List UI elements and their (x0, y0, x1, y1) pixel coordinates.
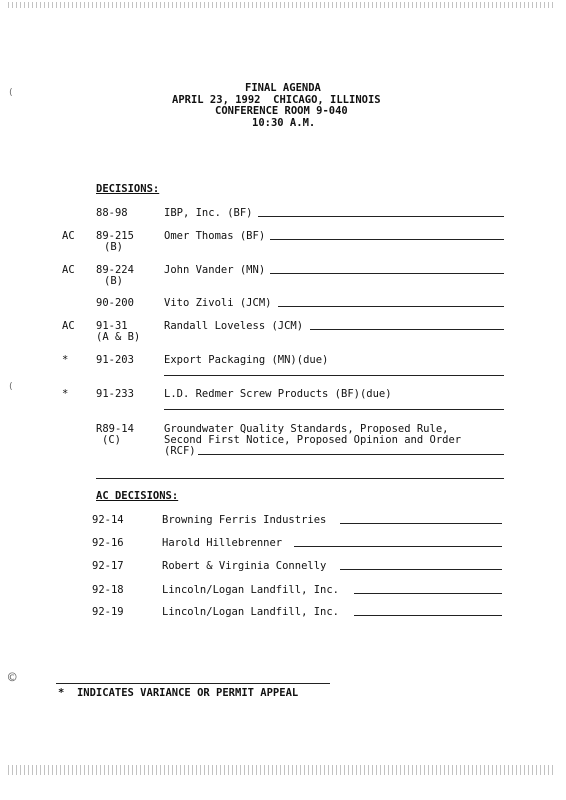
case-number: 89-215 (96, 230, 134, 242)
case-sub: (A & B) (96, 331, 141, 343)
case-prefix: AC (62, 320, 75, 332)
case-number: 92-14 (92, 514, 124, 526)
case-number: 92-18 (92, 584, 124, 596)
case-number: 91-31 (96, 320, 128, 332)
case-title: Robert & Virginia Connelly (162, 560, 327, 572)
case-title: Lincoln/Logan Landfill, Inc. (162, 584, 340, 596)
case-title: IBP, Inc. (BF) (164, 207, 253, 219)
hole-punch-mark: ( (8, 382, 14, 392)
hole-punch-mark: © (8, 670, 17, 686)
signature-line (294, 546, 502, 547)
signature-line (340, 569, 502, 570)
case-prefix: AC (62, 264, 75, 276)
signature-line (310, 329, 504, 330)
case-sub: (B) (104, 275, 123, 287)
signature-line (198, 454, 504, 455)
signature-line (354, 615, 502, 616)
case-number: 92-17 (92, 560, 124, 572)
case-title: Harold Hillebrenner (162, 537, 283, 549)
case-number: 88-98 (96, 207, 128, 219)
case-number: 92-19 (92, 606, 124, 618)
case-number: 89-224 (96, 264, 134, 276)
case-number: 90-200 (96, 297, 134, 309)
ac-decisions-heading: AC DECISIONS: (96, 490, 179, 502)
case-number: R89-14 (96, 423, 134, 435)
case-title: Omer Thomas (BF) (164, 230, 266, 242)
meeting-time: 10:30 A.M. (252, 117, 316, 129)
case-number: 91-233 (96, 388, 134, 400)
case-title: Lincoln/Logan Landfill, Inc. (162, 606, 340, 618)
case-prefix: * (62, 354, 69, 366)
case-title: L.D. Redmer Screw Products (BF)(due) (164, 388, 392, 400)
signature-line (270, 273, 504, 274)
case-title: Randall Loveless (JCM) (164, 320, 304, 332)
scan-noise-top (8, 2, 556, 8)
meeting-room: CONFERENCE ROOM 9-040 (215, 105, 348, 117)
case-prefix: * (62, 388, 69, 400)
signature-line (354, 593, 502, 594)
case-title: Export Packaging (MN)(due) (164, 354, 329, 366)
decisions-heading: DECISIONS: (96, 183, 160, 195)
case-title: Browning Ferris Industries (162, 514, 327, 526)
case-title: Vito Zivoli (JCM) (164, 297, 272, 309)
signature-line (270, 239, 504, 240)
case-number: 91-203 (96, 354, 134, 366)
case-title-line: (RCF) (164, 445, 196, 457)
case-sub: (B) (104, 241, 123, 253)
signature-line (164, 409, 504, 410)
case-title: John Vander (MN) (164, 264, 266, 276)
signature-line (278, 306, 504, 307)
case-number: 92-16 (92, 537, 124, 549)
case-title-line: Groundwater Quality Standards, Proposed Rule, (164, 423, 449, 435)
footnote-divider (56, 683, 330, 684)
footnote: * INDICATES VARIANCE OR PERMIT APPEAL (58, 687, 299, 699)
case-sub: (C) (102, 434, 121, 446)
signature-line (340, 523, 502, 524)
signature-line (258, 216, 504, 217)
scan-noise-bottom (8, 765, 556, 775)
signature-line (164, 375, 504, 376)
case-prefix: AC (62, 230, 75, 242)
meeting-date-location: APRIL 23, 1992 CHICAGO, ILLINOIS (172, 94, 381, 106)
hole-punch-mark: ( (8, 88, 14, 98)
signature-line (96, 478, 504, 479)
case-title-line: Second First Notice, Proposed Opinion and Order (164, 434, 462, 446)
agenda-title: FINAL AGENDA (245, 82, 321, 94)
